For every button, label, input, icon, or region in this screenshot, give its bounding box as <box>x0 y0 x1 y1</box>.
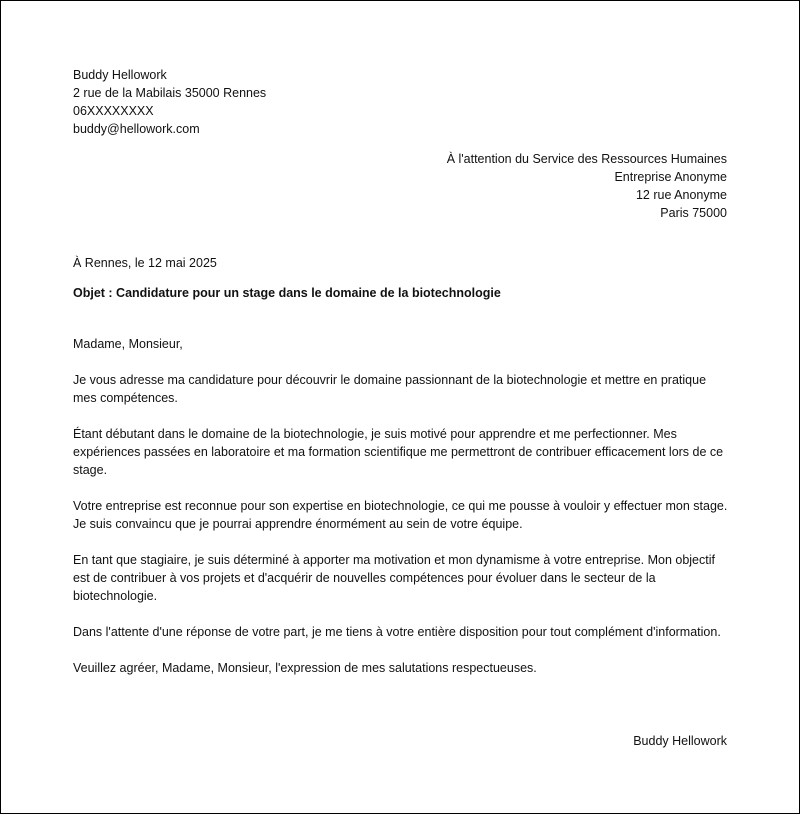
sender-phone: 06XXXXXXXX <box>73 104 154 118</box>
subject-line: Objet : Candidature pour un stage dans le domaine de la biotechnologie <box>73 286 501 300</box>
sender-address: 2 rue de la Mabilais 35000 Rennes <box>73 86 267 100</box>
sender-email: buddy@hellowork.com <box>73 122 200 136</box>
sender-block <box>73 66 266 138</box>
sender-name: Buddy Hellowork <box>73 68 167 82</box>
date-line: À Rennes, le 12 mai 2025 <box>73 256 217 270</box>
body-paragraph: Je vous adresse ma candidature pour découvrir le domaine passionnant de la biotechnologie et mettre en pratique mes compétences. <box>73 373 707 405</box>
body-paragraph: Étant débutant dans le domaine de la biotechnologie, je suis motivé pour apprendre et me perfectionner. Mes expériences passées en laboratoire et ma formation scientifique me permettront de contribuer efficacement lors de ce stage. <box>73 427 724 477</box>
recipient-city: Paris 75000 <box>660 206 727 220</box>
recipient-company: Entreprise Anonyme <box>614 170 727 184</box>
signature: Buddy Hellowork <box>633 734 727 748</box>
closing-paragraph: Veuillez agréer, Madame, Monsieur, l'expression de mes salutations respectueuses. <box>73 661 537 675</box>
body-paragraph: Dans l'attente d'une réponse de votre part, je me tiens à votre entière disposition pour tout complément d'information. <box>73 625 721 639</box>
body-paragraph: En tant que stagiaire, je suis déterminé à apporter ma motivation et mon dynamisme à votre entreprise. Mon objectif est de contribuer à vos projets et d'acquérir de nouvelles compétences pour évoluer dans le secteur de la biotechnologie. <box>73 553 715 603</box>
recipient-block <box>447 150 727 222</box>
recipient-street: 12 rue Anonyme <box>635 188 727 202</box>
recipient-attention: À l'attention du Service des Ressources Humaines <box>446 152 727 166</box>
salutation: Madame, Monsieur, <box>73 337 183 351</box>
body-paragraph: Votre entreprise est reconnue pour son expertise en biotechnologie, ce qui me pousse à vouloir y effectuer mon stage. Je suis convaincu que je pourrai apprendre énormément au sein de votre équipe. <box>73 499 728 531</box>
letter-body <box>73 335 729 695</box>
